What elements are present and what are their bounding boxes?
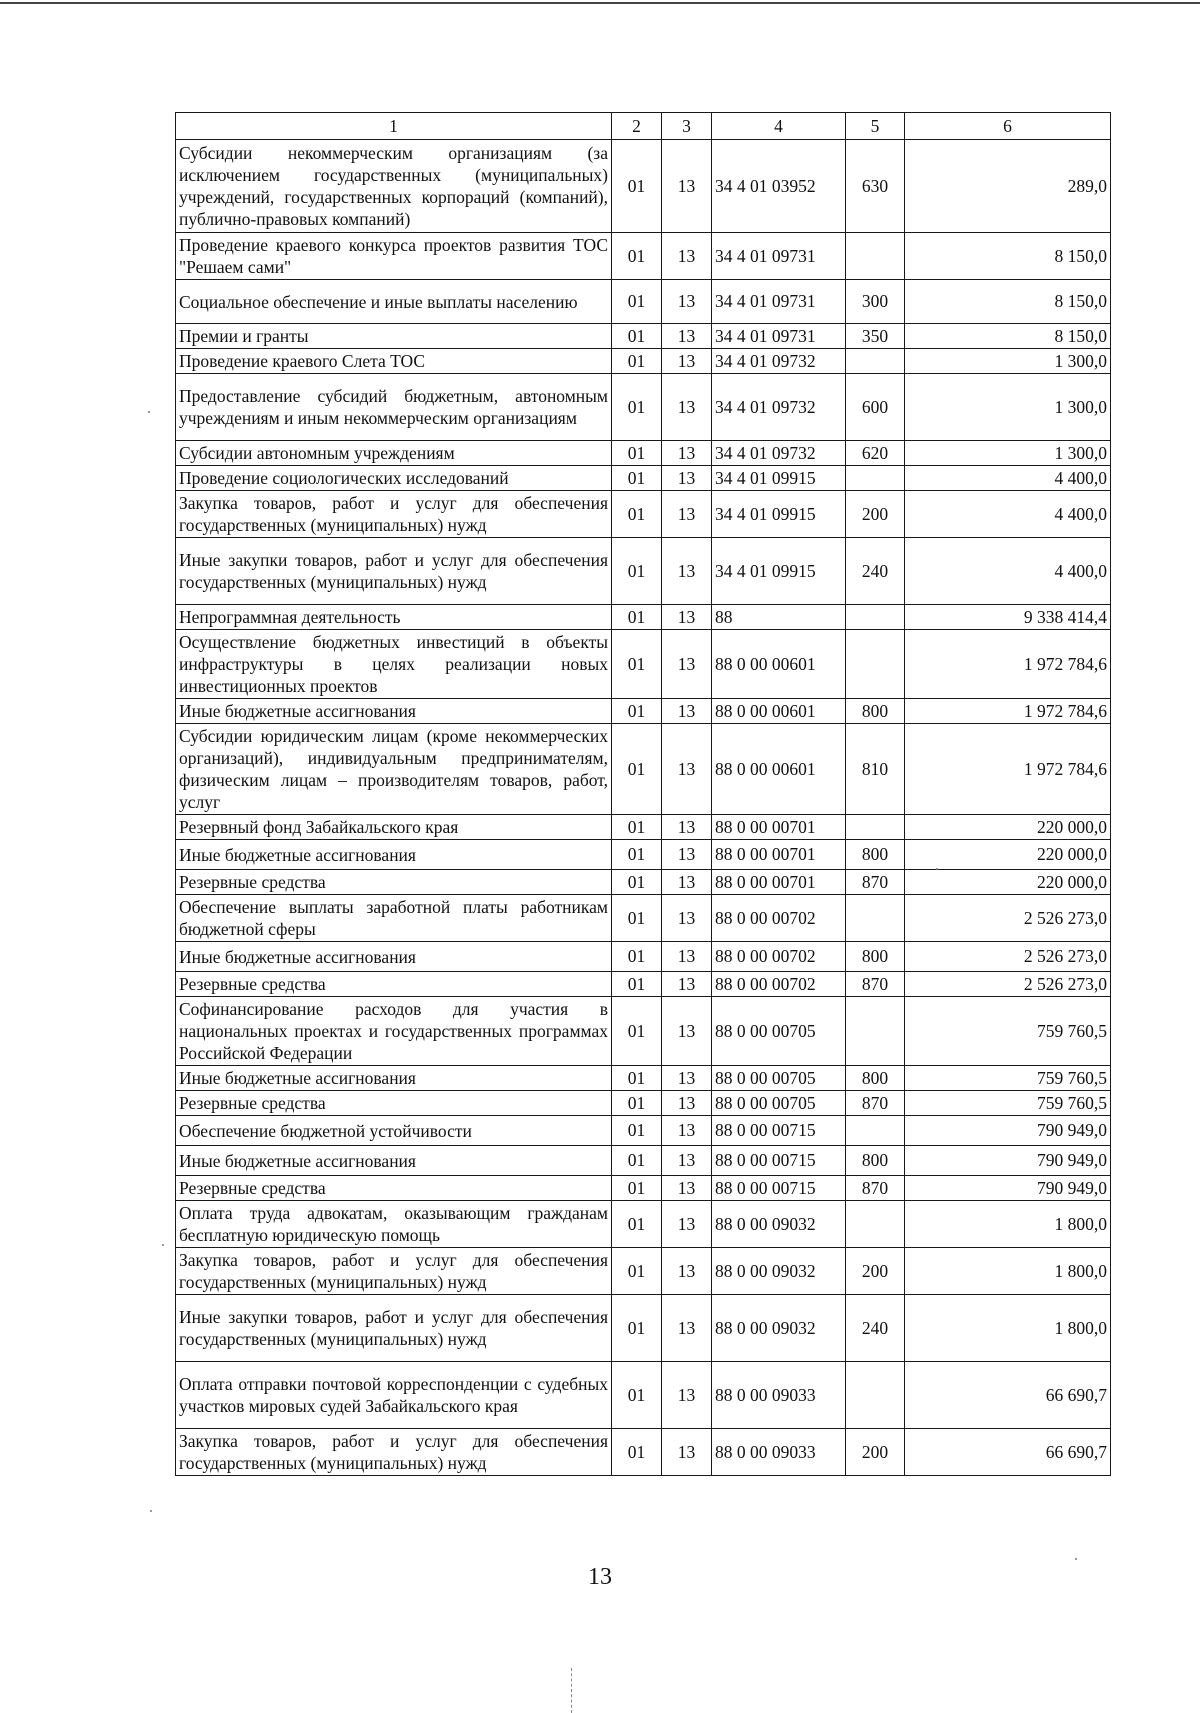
scan-speck [148,411,150,413]
cell-amount: 2 526 273,0 [905,942,1111,972]
cell-expense-type [846,630,905,699]
cell-name: Оплата труда адвокатам, оказывающим гражданам бесплатную юридическую помощь [176,1201,612,1248]
cell-amount: 790 949,0 [905,1146,1111,1176]
cell-amount: 1 972 784,6 [905,699,1111,724]
cell-target-article: 88 0 00 00715 [712,1146,846,1176]
cell-section: 01 [612,724,662,815]
table-row [176,942,1111,972]
cell-expense-type: 350 [846,324,905,349]
cell-name: Резервные средства [176,870,612,895]
cell-expense-type: 200 [846,1248,905,1295]
cell-expense-type: 200 [846,491,905,538]
cell-subsection: 13 [662,630,712,699]
table-row [176,1066,1111,1091]
table-row [176,895,1111,942]
cell-subsection: 13 [662,699,712,724]
cell-section: 01 [612,942,662,972]
cell-subsection: 13 [662,538,712,605]
cell-amount: 289,0 [905,140,1111,233]
table-row [176,1176,1111,1201]
cell-target-article: 88 0 00 00715 [712,1176,846,1201]
cell-section: 01 [612,815,662,840]
cell-subsection: 13 [662,1066,712,1091]
table-row [176,997,1111,1066]
cell-section: 01 [612,140,662,233]
table-row [176,1295,1111,1362]
cell-name: Иные бюджетные ассигнования [176,942,612,972]
cell-section: 01 [612,441,662,466]
cell-target-article: 88 0 00 00701 [712,870,846,895]
cell-target-article: 88 0 00 00702 [712,895,846,942]
header-cell-amount: 6 [905,113,1111,140]
cell-target-article: 34 4 01 09732 [712,374,846,441]
cell-amount: 759 760,5 [905,1066,1111,1091]
table-row [176,724,1111,815]
scan-speck [150,1510,152,1512]
cell-name: Резервные средства [176,972,612,997]
cell-amount: 8 150,0 [905,233,1111,280]
header-cell-target-article: 4 [712,113,846,140]
cell-amount: 66 690,7 [905,1362,1111,1429]
cell-name: Предоставление субсидий бюджетным, автономным учреждениям и иным некоммерческим организациям [176,374,612,441]
cell-section: 01 [612,699,662,724]
cell-expense-type [846,815,905,840]
header-cell-subsection: 3 [662,113,712,140]
cell-section: 01 [612,1066,662,1091]
table-row [176,538,1111,605]
cell-amount: 1 300,0 [905,441,1111,466]
cell-name: Закупка товаров, работ и услуг для обеспечения государственных (муниципальных) нужд [176,1429,612,1476]
cell-section: 01 [612,1429,662,1476]
cell-amount: 8 150,0 [905,280,1111,324]
cell-expense-type: 240 [846,1295,905,1362]
cell-expense-type: 870 [846,1091,905,1116]
cell-expense-type: 800 [846,840,905,870]
cell-subsection: 13 [662,1146,712,1176]
cell-target-article: 88 0 00 09033 [712,1429,846,1476]
cell-amount: 1 300,0 [905,374,1111,441]
cell-name: Иные бюджетные ассигнования [176,840,612,870]
cell-subsection: 13 [662,1201,712,1248]
cell-expense-type: 870 [846,972,905,997]
cell-section: 01 [612,630,662,699]
cell-name: Иные бюджетные ассигнования [176,1066,612,1091]
header-cell-expense-type: 5 [846,113,905,140]
cell-subsection: 13 [662,815,712,840]
cell-subsection: 13 [662,233,712,280]
cell-expense-type: 810 [846,724,905,815]
cell-target-article: 88 0 00 00601 [712,724,846,815]
cell-section: 01 [612,840,662,870]
cell-section: 01 [612,1116,662,1146]
cell-section: 01 [612,280,662,324]
cell-expense-type: 800 [846,942,905,972]
cell-amount: 1 800,0 [905,1201,1111,1248]
scan-speck [936,868,938,870]
table-row [176,840,1111,870]
cell-expense-type: 630 [846,140,905,233]
cell-subsection: 13 [662,997,712,1066]
cell-section: 01 [612,1091,662,1116]
cell-subsection: 13 [662,1176,712,1201]
table-row [176,441,1111,466]
cell-expense-type: 300 [846,280,905,324]
cell-target-article: 88 0 00 09032 [712,1295,846,1362]
cell-subsection: 13 [662,840,712,870]
cell-target-article: 34 4 01 09915 [712,491,846,538]
cell-section: 01 [612,605,662,630]
scan-speck [1075,1558,1077,1560]
table-row [176,1201,1111,1248]
cell-name: Резервные средства [176,1176,612,1201]
cell-expense-type [846,466,905,491]
cell-target-article: 34 4 01 09732 [712,441,846,466]
cell-name: Проведение социологических исследований [176,466,612,491]
table-row [176,870,1111,895]
cell-section: 01 [612,1201,662,1248]
page-number: 13 [588,1564,612,1590]
cell-name: Иные закупки товаров, работ и услуг для обеспечения государственных (муниципальных) нужд [176,538,612,605]
cell-amount: 220 000,0 [905,840,1111,870]
cell-amount: 4 400,0 [905,538,1111,605]
table-row [176,699,1111,724]
table-row [176,466,1111,491]
cell-subsection: 13 [662,466,712,491]
cell-amount: 1 800,0 [905,1248,1111,1295]
cell-expense-type: 870 [846,870,905,895]
cell-name: Резервный фонд Забайкальского края [176,815,612,840]
cell-subsection: 13 [662,605,712,630]
cell-target-article: 88 0 00 00702 [712,942,846,972]
cell-subsection: 13 [662,1295,712,1362]
cell-name: Проведение краевого конкурса проектов развития ТОС "Решаем сами" [176,233,612,280]
cell-target-article: 88 0 00 00702 [712,972,846,997]
table-row [176,1362,1111,1429]
cell-target-article: 34 4 01 09915 [712,466,846,491]
table-row [176,1429,1111,1476]
cell-expense-type [846,997,905,1066]
cell-amount: 759 760,5 [905,997,1111,1066]
cell-expense-type: 800 [846,699,905,724]
cell-expense-type: 800 [846,1066,905,1091]
cell-subsection: 13 [662,1116,712,1146]
cell-subsection: 13 [662,280,712,324]
cell-subsection: 13 [662,374,712,441]
cell-amount: 1 800,0 [905,1295,1111,1362]
cell-target-article: 88 0 00 00601 [712,630,846,699]
cell-section: 01 [612,1295,662,1362]
cell-amount: 790 949,0 [905,1116,1111,1146]
cell-name: Резервные средства [176,1091,612,1116]
cell-target-article: 88 0 00 09033 [712,1362,846,1429]
cell-target-article: 88 0 00 00601 [712,699,846,724]
cell-amount: 1 972 784,6 [905,630,1111,699]
cell-target-article: 88 0 00 00715 [712,1116,846,1146]
cell-expense-type [846,233,905,280]
cell-target-article: 88 0 00 00705 [712,1091,846,1116]
cell-amount: 4 400,0 [905,491,1111,538]
budget-table [175,112,1111,1476]
cell-subsection: 13 [662,895,712,942]
cell-name: Закупка товаров, работ и услуг для обеспечения государственных (муниципальных) нужд [176,1248,612,1295]
cell-section: 01 [612,349,662,374]
table-row [176,233,1111,280]
table-row [176,491,1111,538]
cell-target-article: 34 4 01 09731 [712,233,846,280]
cell-subsection: 13 [662,1362,712,1429]
cell-expense-type [846,349,905,374]
cell-name: Закупка товаров, работ и услуг для обеспечения государственных (муниципальных) нужд [176,491,612,538]
table-row [176,972,1111,997]
cell-name: Обеспечение бюджетной устойчивости [176,1116,612,1146]
table-row [176,630,1111,699]
cell-subsection: 13 [662,724,712,815]
cell-name: Субсидии юридическим лицам (кроме некоммерческих организаций), индивидуальным предпринимателям, физическим лицам – производителям товаров, работ, услуг [176,724,612,815]
cell-expense-type [846,1201,905,1248]
table-row [176,324,1111,349]
cell-expense-type [846,1362,905,1429]
cell-target-article: 88 0 00 09032 [712,1248,846,1295]
cell-name: Субсидии некоммерческим организациям (за исключением государственных (муниципальных) учреждений, государственных корпораций (компаний), публично-правовых компаний) [176,140,612,233]
cell-expense-type: 240 [846,538,905,605]
cell-section: 01 [612,870,662,895]
cell-amount: 759 760,5 [905,1091,1111,1116]
cell-section: 01 [612,466,662,491]
cell-section: 01 [612,491,662,538]
cell-target-article: 34 4 01 09732 [712,349,846,374]
cell-expense-type: 870 [846,1176,905,1201]
cell-section: 01 [612,538,662,605]
cell-target-article: 88 0 00 00705 [712,1066,846,1091]
cell-subsection: 13 [662,441,712,466]
cell-expense-type [846,1116,905,1146]
table-row [176,349,1111,374]
cell-name: Социальное обеспечение и иные выплаты населению [176,280,612,324]
table-row [176,280,1111,324]
header-cell-name: 1 [176,113,612,140]
cell-target-article: 88 0 00 00701 [712,815,846,840]
cell-amount: 2 526 273,0 [905,972,1111,997]
table-row [176,374,1111,441]
cell-expense-type: 800 [846,1146,905,1176]
cell-subsection: 13 [662,140,712,233]
cell-target-article: 34 4 01 09731 [712,280,846,324]
cell-amount: 1 972 784,6 [905,724,1111,815]
cell-subsection: 13 [662,1429,712,1476]
cell-name: Осуществление бюджетных инвестиций в объекты инфраструктуры в целях реализации новых инвестиционных проектов [176,630,612,699]
cell-amount: 790 949,0 [905,1176,1111,1201]
cell-subsection: 13 [662,491,712,538]
cell-expense-type: 600 [846,374,905,441]
cell-target-article: 88 0 00 09032 [712,1201,846,1248]
cell-amount: 1 300,0 [905,349,1111,374]
cell-subsection: 13 [662,972,712,997]
table-row [176,1146,1111,1176]
cell-name: Иные бюджетные ассигнования [176,1146,612,1176]
cell-subsection: 13 [662,1248,712,1295]
cell-amount: 4 400,0 [905,466,1111,491]
cell-amount: 220 000,0 [905,870,1111,895]
cell-section: 01 [612,324,662,349]
table-row [176,1091,1111,1116]
cell-section: 01 [612,1362,662,1429]
cell-amount: 2 526 273,0 [905,895,1111,942]
scan-fold-mark [571,1668,573,1713]
cell-name: Непрограммная деятельность [176,605,612,630]
cell-name: Иные закупки товаров, работ и услуг для обеспечения государственных (муниципальных) нужд [176,1295,612,1362]
cell-name: Субсидии автономным учреждениям [176,441,612,466]
scan-speck [162,1244,164,1246]
table-row [176,140,1111,233]
cell-section: 01 [612,997,662,1066]
cell-section: 01 [612,1248,662,1295]
cell-name: Проведение краевого Слета ТОС [176,349,612,374]
cell-name: Оплата отправки почтовой корреспонденции с судебных участков мировых судей Забайкальского края [176,1362,612,1429]
cell-target-article: 88 0 00 00701 [712,840,846,870]
cell-name: Обеспечение выплаты заработной платы работникам бюджетной сферы [176,895,612,942]
cell-amount: 66 690,7 [905,1429,1111,1476]
cell-subsection: 13 [662,324,712,349]
cell-target-article: 88 0 00 00705 [712,997,846,1066]
cell-expense-type [846,895,905,942]
cell-target-article: 34 4 01 09915 [712,538,846,605]
cell-target-article: 34 4 01 09731 [712,324,846,349]
cell-name: Премии и гранты [176,324,612,349]
cell-target-article: 34 4 01 03952 [712,140,846,233]
table-row [176,605,1111,630]
cell-target-article: 88 [712,605,846,630]
table-row [176,815,1111,840]
cell-section: 01 [612,1146,662,1176]
header-cell-section: 2 [612,113,662,140]
cell-amount: 8 150,0 [905,324,1111,349]
cell-section: 01 [612,374,662,441]
cell-expense-type: 620 [846,441,905,466]
table-row [176,1248,1111,1295]
table-header-row [176,113,1111,140]
cell-name: Софинансирование расходов для участия в национальных проектах и государственных программах Российской Федерации [176,997,612,1066]
cell-subsection: 13 [662,870,712,895]
cell-section: 01 [612,895,662,942]
cell-section: 01 [612,1176,662,1201]
cell-expense-type: 200 [846,1429,905,1476]
cell-section: 01 [612,233,662,280]
cell-subsection: 13 [662,349,712,374]
scan-top-edge [0,2,1200,4]
cell-subsection: 13 [662,1091,712,1116]
cell-subsection: 13 [662,942,712,972]
cell-section: 01 [612,972,662,997]
cell-amount: 9 338 414,4 [905,605,1111,630]
cell-amount: 220 000,0 [905,815,1111,840]
table-row [176,1116,1111,1146]
cell-name: Иные бюджетные ассигнования [176,699,612,724]
budget-table-body [176,113,1111,1476]
cell-expense-type [846,605,905,630]
